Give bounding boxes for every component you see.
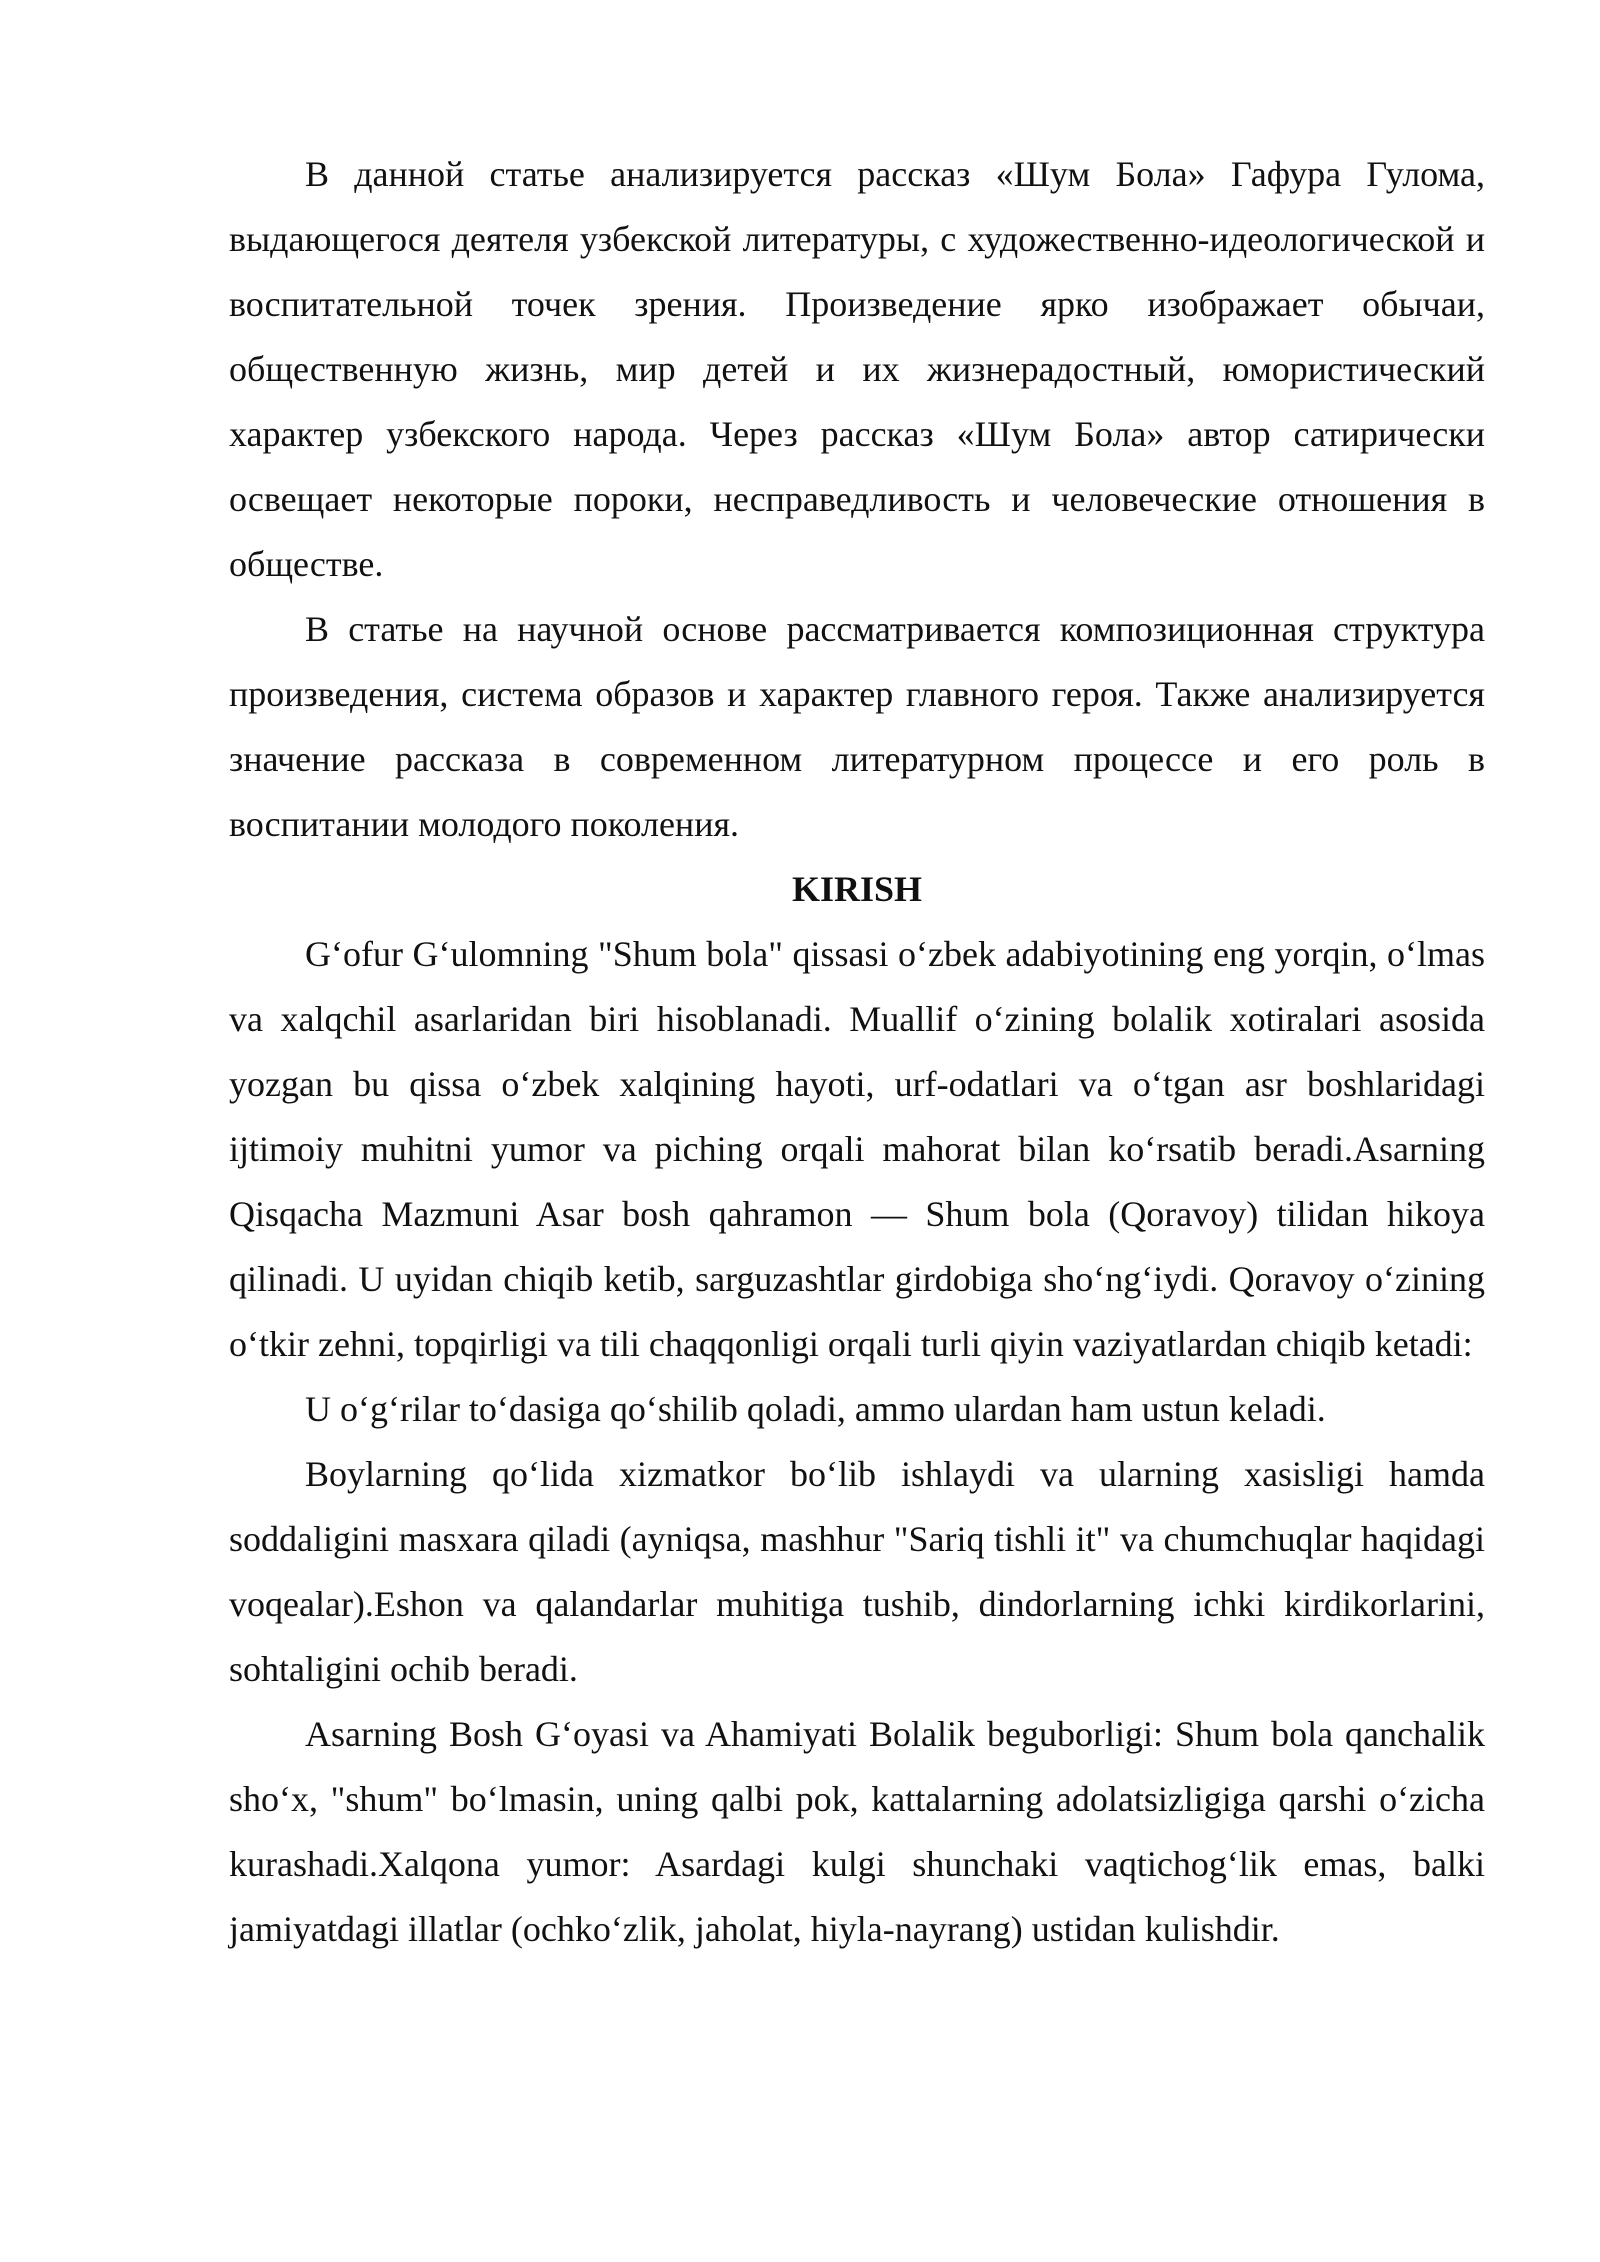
abstract-paragraph-2: В статье на научной основе рассматривается композиционная структура произведения, система образов и характер главного героя. Также анализируется значение рассказа в современном литературном процессе и его роль в воспитании молодого поколения. [229, 609, 1485, 844]
body-paragraph-3: Boylarning qoʻlida xizmatkor boʻlib ishlaydi va ularning xasisligi hamda soddaligini masxara qiladi (ayniqsa, mashhur "Sariq tishli it" va chumchuqlar haqidagi voqealar).Eshon va qalandarlar muhitiga tushib, dindorlarning ichki kirdikorlarini, sohtaligini ochib beradi. [229, 1454, 1485, 1689]
section-heading: KIRISH [791, 869, 923, 909]
document-page [229, 142, 1485, 1962]
body-paragraph-2: U oʻgʻrilar toʻdasiga qoʻshilib qoladi, ammo ulardan ham ustun keladi. [305, 1389, 1326, 1429]
abstract-paragraph-1: В данной статье анализируется рассказ «Шум Бола» Гафура Гулома, выдающегося деятеля узбекской литературы, с художественно-идеологической и воспитательной точек зрения. Произведение ярко изображает обычаи, общественную жизнь, мир детей и их жизнерадостный, юмористический характер узбекского народа. Через рассказ «Шум Бола» автор сатирически освещает некоторые пороки, несправедливость и человеческие отношения в обществе. [229, 154, 1485, 584]
body-paragraph-1: Gʻofur Gʻulomning "Shum bola" qissasi oʻzbek adabiyotining eng yorqin, oʻlmas va xalqchil asarlaridan biri hisoblanadi. Muallif oʻzining bolalik xotiralari asosida yozgan bu qissa oʻzbek xalqining hayoti, urf-odatlari va oʻtgan asr boshlaridagi ijtimoiy muhitni yumor va piching orqali mahorat bilan koʻrsatib beradi.Asarning Qisqacha Mazmuni Asar bosh qahramon — Shum bola (Qoravoy) tilidan hikoya qilinadi. U uyidan chiqib ketib, sarguzashtlar girdobiga shoʻngʻiydi. Qoravoy oʻzining oʻtkir zehni, topqirligi va tili chaqqonligi orqali turli qiyin vaziyatlardan chiqib ketadi: [229, 934, 1485, 1364]
body-paragraph-4: Asarning Bosh Gʻoyasi va Ahamiyati Bolalik beguborligi: Shum bola qanchalik shoʻx, "shum" boʻlmasin, uning qalbi pok, kattalarning adolatsizligiga qarshi oʻzicha kurashadi.Xalqona yumor: Asardagi kulgi shunchaki vaqtichogʻlik emas, balki jamiyatdagi illatlar (ochkoʻzlik, jaholat, hiyla-nayrang) ustidan kulishdir. [229, 1714, 1485, 1949]
